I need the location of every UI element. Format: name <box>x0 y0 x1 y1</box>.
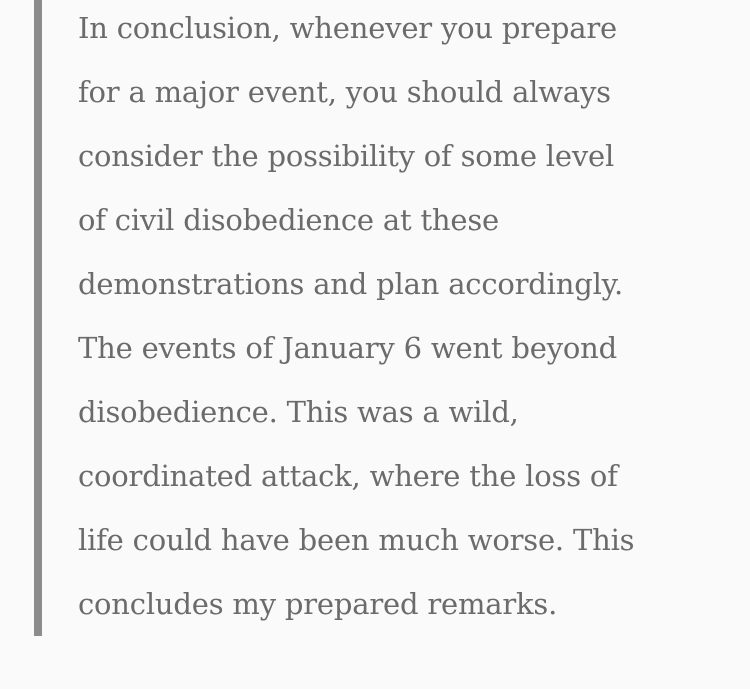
blockquote-line: In conclusion, whenever you prepare <box>78 11 617 45</box>
blockquote-line: for a major event, you should always <box>78 75 611 109</box>
blockquote-bar <box>34 0 42 636</box>
blockquote-line: coordinated attack, where the loss of <box>78 459 618 493</box>
blockquote-line: of civil disobedience at these <box>78 203 499 237</box>
blockquote-line: concludes my prepared remarks. <box>78 587 558 621</box>
blockquote-line: The events of January 6 went beyond <box>78 331 617 365</box>
blockquote-line: consider the possibility of some level <box>78 139 615 173</box>
blockquote-line: disobedience. This was a wild, <box>78 395 519 429</box>
blockquote-line: life could have been much worse. This <box>78 523 635 557</box>
blockquote-line: demonstrations and plan accordingly. <box>78 267 623 301</box>
